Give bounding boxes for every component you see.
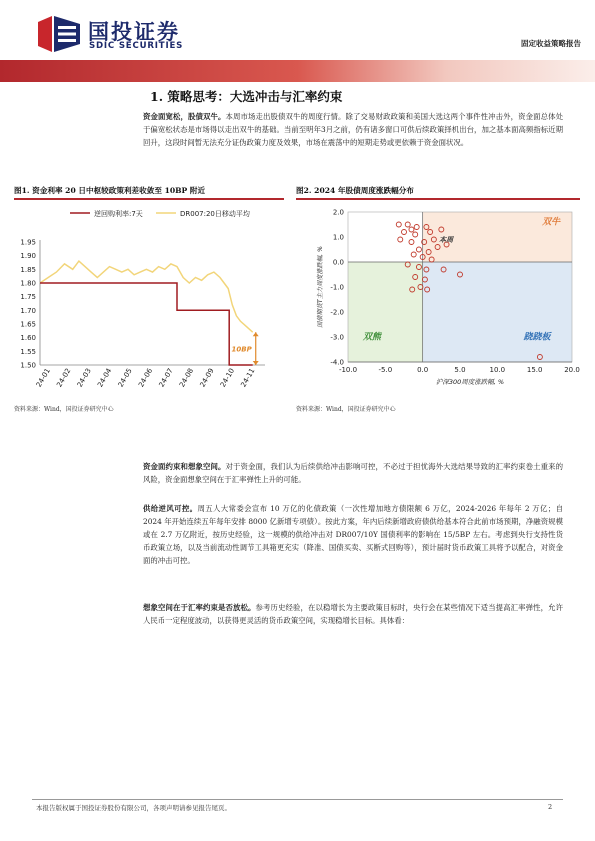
chart-1-y-tick: 1.80 [20, 279, 36, 288]
annotation-label: 10BP [231, 345, 252, 354]
paragraph-2-lead: 资金面约束和想象空间。 [143, 462, 226, 471]
chart-1-x-tick: 24-09 [198, 367, 216, 389]
quadrant-seesaw [423, 262, 572, 362]
figure-2-source: 资料来源：Wind，国投证券研究中心 [296, 406, 396, 413]
chart-2-y-label: 国债期货T主力周度涨跌幅, % [317, 246, 324, 328]
scatter-point [413, 232, 418, 237]
quadrant-double-bear [348, 262, 423, 362]
chart-1-x-tick: 24-08 [178, 367, 196, 389]
chart-1-y-tick: 1.75 [20, 293, 36, 302]
chart-1-y-tick: 1.60 [20, 334, 36, 343]
chart-2-x-tick: -10.0 [338, 366, 358, 374]
chart-2-y-tick: -2.0 [330, 308, 344, 317]
paragraph-1 [143, 110, 563, 149]
chart-1-y-tick: 1.90 [20, 252, 36, 261]
figure-2-title: 图2. 2024 年股债周度涨跌幅分布 [296, 186, 414, 195]
paragraph-4-lead: 想象空间在于汇率约束是否放松。 [143, 603, 256, 612]
chart-2-y-tick: -4.0 [330, 358, 344, 367]
legend-label-reverse-repo: 逆回购利率:7天 [94, 210, 143, 218]
annotation-arrowhead-top [253, 332, 259, 336]
chart-2-x-tick: 5.0 [454, 366, 466, 374]
paragraph-3-text: 周五人大常委会宣布 10 万亿的化债政策（一次性增加地方债限额 6 万亿，2024-2026 年每年 2 万亿；自 2024 年开始连续五年每年安排 8000 亿新增专项债）。按此方案，年内后续新增政府债供给基本符合此前市场预期，净融资规模或在 2.7 万亿附近，按历史经验，这一规模的供给冲击对 DR007/10Y 国债利率的影响在 15/5BP 左右。考虑到央行支持性货币政策立场，以及当前流动性调节工具箱更充实（降准、国债买卖、买断式回购等），预计届时货币政策工具将予以配合，对资金面的冲击可控。 [143, 504, 563, 565]
paragraph-1-text: 本周市场走出股债双牛的周度行情。除了交易财政政策和美国大选这两个事件性冲击外，资金面总体处于偏宽松状态是市场得以走出双牛的基础。当前至明年3月之前，仍有诸多窗口可供后续政策择机出台，加之基本面高频指标近期回升，这段时间暂无法充分证伪政策力度及效果，市场在震荡中的短期走势或更依赖于资金面状况。 [143, 112, 563, 147]
chart-1-legend [70, 209, 250, 218]
chart-1-x-tick: 24-06 [137, 367, 155, 389]
chart-1-x-tick: 24-02 [55, 367, 73, 389]
brand-logo [36, 14, 82, 54]
brand-name-en: SDIC SECURITIES [89, 41, 184, 51]
chart-1-x-tick: 24-01 [34, 367, 52, 389]
figure-1-source: 资料来源：Wind，国投证券研究中心 [14, 406, 114, 413]
chart-1-y-tick: 1.70 [20, 306, 36, 315]
series-line-reverse-repo [40, 283, 253, 365]
paragraph-4 [143, 601, 563, 627]
figure-1-title: 图1. 资金利率 20 日中枢较政策利差收敛至 10BP 附近 [14, 186, 206, 195]
quadrant-label-seesaw: 跷跷板 [523, 332, 551, 343]
chart-1-y-tick: 1.55 [20, 347, 36, 356]
chart-1-y-tick: 1.85 [20, 265, 36, 274]
chart-1-x-tick: 24-07 [157, 367, 175, 389]
chart-1-x-tick: 24-05 [116, 367, 134, 389]
scatter-point [416, 247, 421, 252]
chart-2-x-tick: -5.0 [378, 366, 393, 374]
chart-2-y-tick: 1.0 [332, 233, 344, 242]
brand-name-cn: 国投证券 [88, 20, 180, 44]
chart-1-x-tick: 24-10 [218, 367, 237, 389]
chart-2-y-tick: -3.0 [330, 333, 344, 342]
scatter-point [411, 252, 416, 257]
figure-1-chart [10, 202, 285, 402]
paragraph-3 [143, 502, 563, 567]
paragraph-3-lead: 供给逆风可控。 [143, 504, 198, 513]
series-line-dr007 [40, 261, 253, 332]
footer-divider [32, 799, 563, 800]
chart-2-x-label: 沪深300周度涨跌幅, % [435, 378, 505, 386]
chart-1-annotation [232, 332, 259, 365]
chart-1-x-tick: 24-11 [239, 367, 257, 389]
annotation-arrowhead-bottom [253, 361, 259, 365]
paragraph-1-lead: 资金面宽松，股债双牛。 [143, 112, 226, 121]
chart-2-y-tick: 0.0 [332, 258, 344, 267]
paragraph-4-text: 参考历史经验，在以稳增长为主要政策目标时，央行会在某些情况下适当提高汇率弹性，允许人民币一定程度波动，以获得更灵活的货币政策空间，实现稳增长目标。具体看： [143, 603, 563, 625]
scatter-point [409, 227, 414, 232]
scatter-point [402, 230, 407, 235]
figure-2-chart [296, 202, 586, 402]
report-type: 固定收益策略报告 [521, 39, 581, 48]
chart-1-y-tick: 1.50 [20, 361, 36, 370]
figure-1-rule [14, 198, 284, 200]
quadrant-label-double-bear: 双熊 [362, 332, 381, 343]
section-heading: 1. 策略思考：大选冲击与汇率约束 [150, 89, 343, 104]
scatter-point [414, 225, 419, 230]
chart-2-x-tick: 20.0 [564, 366, 580, 374]
chart-2-x-tick: 0.0 [417, 366, 429, 374]
scatter-point [409, 240, 414, 245]
page-number: 2 [548, 803, 553, 811]
footer-disclaimer: 本报告版权属于国投证券股份有限公司，各项声明请参见报告尾页。 [36, 804, 231, 812]
chart-1-y-tick: 1.65 [20, 320, 36, 329]
chart-2-y-tick: -1.0 [330, 283, 344, 292]
chart-2-x-tick: 10.0 [489, 366, 506, 374]
scatter-point [396, 222, 401, 227]
figure-2-rule [296, 198, 580, 200]
quadrant-label-double-bull: 双牛 [542, 217, 561, 228]
chart-2-y-tick: 2.0 [332, 208, 344, 217]
chart-1-x-tick: 24-03 [75, 367, 93, 389]
scatter-point [398, 237, 403, 242]
scatter-point [405, 222, 410, 227]
this-week-label: 本周 [439, 236, 454, 244]
paragraph-2 [143, 460, 563, 486]
chart-1-x-tick: 24-04 [96, 367, 114, 389]
legend-label-dr007: DR007:20日移动平均 [180, 210, 250, 218]
chart-2-x-tick: 15.0 [526, 366, 543, 374]
paragraph-2-text: 对于资金面，我们认为后续供给冲击影响可控，不必过于担忧海外大选结果导致的汇率约束卷土重来的风险，资金面想象空间在于汇率弹性上升的可能。 [143, 462, 563, 484]
chart-1-y-tick: 1.95 [20, 238, 36, 247]
header-banner [0, 60, 595, 82]
